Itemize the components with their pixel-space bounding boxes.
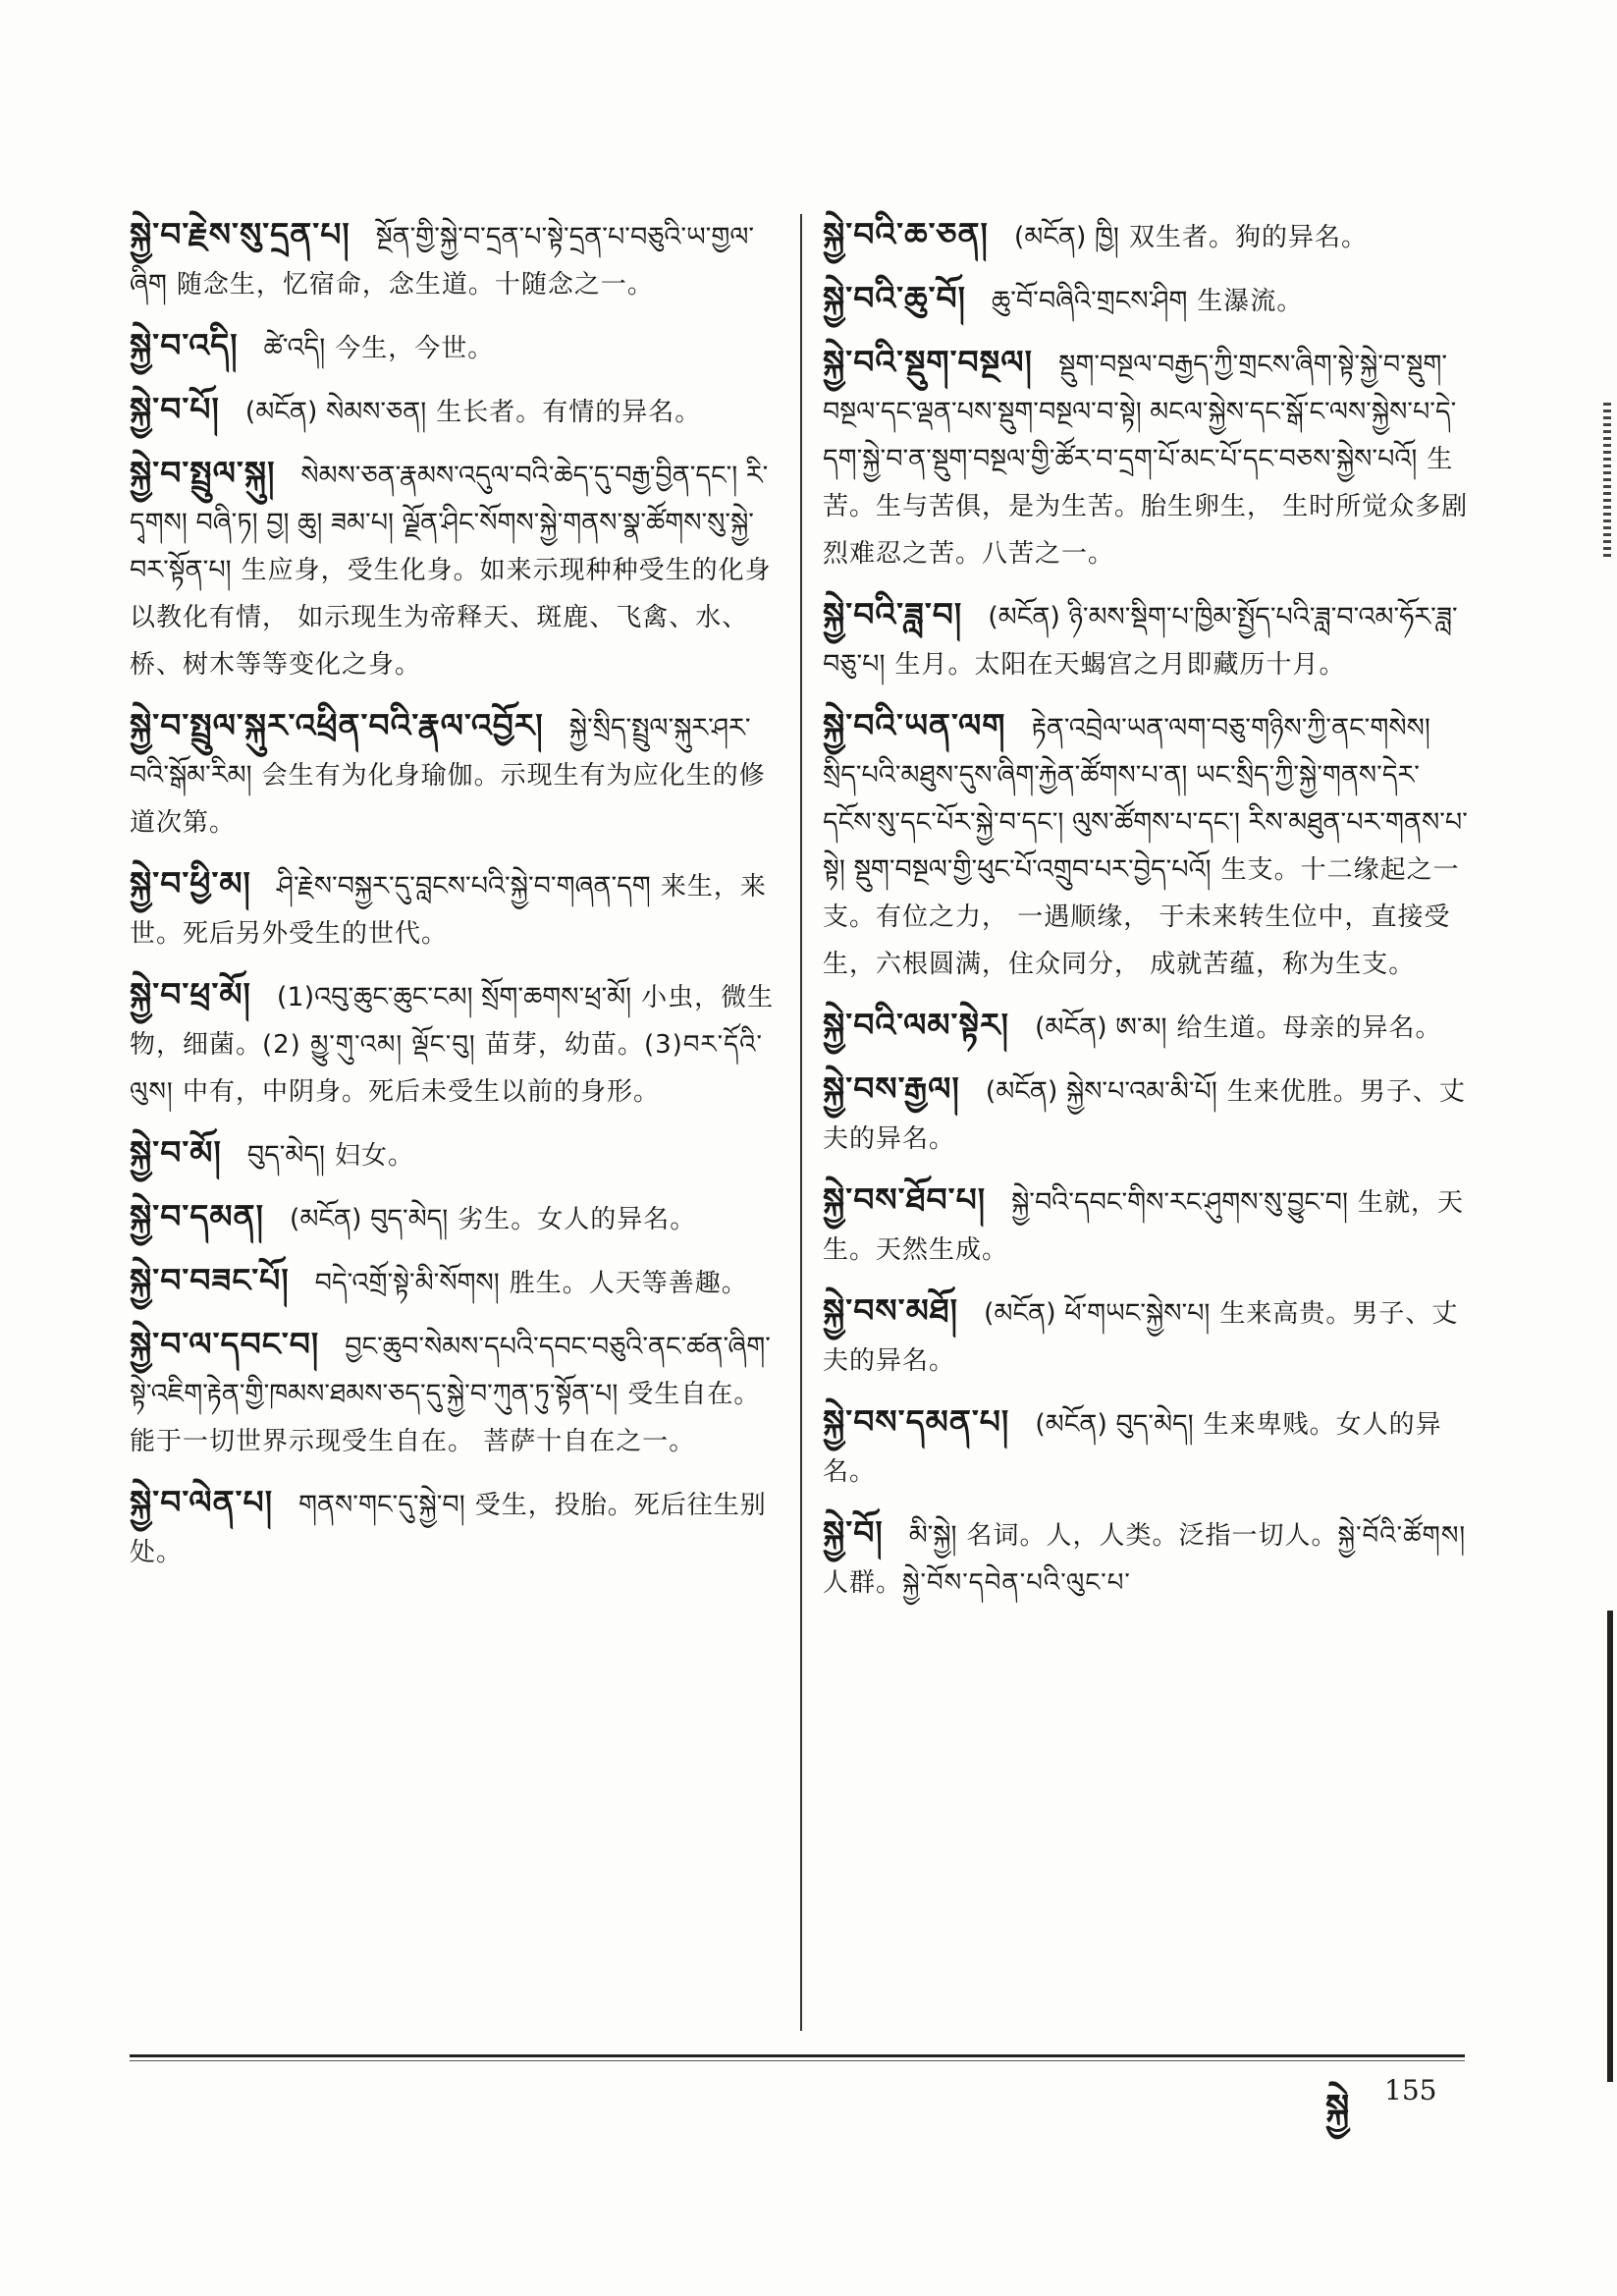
- entry-headword: སྐྱེ་བའི་སྡུག་བསྔལ།: [823, 343, 1033, 381]
- entry-headword: སྐྱེ་བ་དམན།: [130, 1197, 264, 1235]
- dictionary-entry: [130, 1193, 778, 1243]
- entry-tibetan-definition: སྔོན་གྱི་སྐྱེ་བ་དྲན་པ་སྟེ་དྲན་པ་བཅུའི་ཡ་གྱལ་ཞིག: [130, 222, 755, 300]
- entry-chinese-definition: 受生，投胎。死后往生别处。: [130, 1491, 767, 1567]
- entry-headword: སྐྱེ་བ་པོ།: [130, 390, 220, 428]
- entry-headword: སྐྱེ་བ་བཟང་པོ།: [130, 1261, 290, 1299]
- entry-tibetan-definition: (མངོན) བུད་མེད།: [1035, 1409, 1194, 1440]
- entry-tibetan-definition: (མངོན) ཁྱི།: [1013, 222, 1119, 252]
- entry-chinese-definition: 胜生。人天等善趣。: [509, 1269, 748, 1298]
- entry-chinese-definition: 今生，今世。: [335, 334, 495, 363]
- entry-headword: སྐྱེ་བ་ལེན་པ།: [130, 1483, 274, 1521]
- entry-headword: སྐྱེ་བ་ཕྱི་མ།: [130, 864, 251, 902]
- dictionary-entry: [823, 211, 1471, 261]
- entry-tibetan-definition: སེམས་ཅན་རྣམས་འདུལ་བའི་ཆེད་དུ་བརྒྱ་བྱིན་དང་། རི་དྭགས། བཞི་ཏ། བྱ། ཆུ། ཟམ་པ། ལྗོན་ཤིང་སོགས་སྐྱེ་གནས་སྣ་ཚོགས་སུ་སྐྱེ་བར་སྟོན་པ།: [130, 461, 769, 585]
- dictionary-entry: [823, 339, 1471, 577]
- dictionary-entry: [130, 971, 778, 1116]
- entry-chinese-definition: 受生自在。能于一切世界示现受生自在。 菩萨十自在之一。: [130, 1380, 761, 1456]
- scan-edge-mark: [1603, 403, 1611, 560]
- entry-headword: སྐྱེ་བ་རྗེས་སུ་དྲན་པ།: [130, 215, 350, 253]
- entry-tibetan-definition: མི་སྐྱེ།: [908, 1520, 957, 1551]
- entry-headword: སྐྱེ་བའི་ཡན་ལག: [823, 706, 1006, 744]
- column-divider: [800, 214, 802, 2031]
- entry-tibetan-definition: (མངོན) ཨ་མ།: [1035, 1012, 1167, 1043]
- entry-headword: སྐྱེ་བོ།: [823, 1513, 884, 1552]
- dictionary-entry: [130, 1129, 778, 1179]
- dictionary-entry: [823, 1398, 1471, 1496]
- entry-headword: སྐྱེ་བ་ཕྲ་མོ།: [130, 975, 251, 1013]
- entry-tibetan-definition: ཤི་རྗེས་བསྐྱར་དུ་བླངས་པའི་སྐྱེ་བ་གཞན་དག: [276, 871, 651, 902]
- entry-chinese-definition: 生支。十二缘起之一支。有位之力， 一遇顺缘， 于未来转生位中，直接受生，六根圆满，住众同分， 成就苦蕴，称为生支。: [823, 855, 1460, 979]
- left-column: [130, 211, 778, 1590]
- dictionary-entry: [130, 1321, 778, 1465]
- entry-headword: སྐྱེ་བ་སྤྲུལ་སྐུ།: [130, 454, 276, 492]
- entry-tibetan-definition: སྐྱེ་སྲིད་སྤྲུལ་སྐུར་ཤར་བའི་སྒོམ་རིམ།: [130, 713, 751, 791]
- scan-edge-bar: [1607, 1611, 1613, 2082]
- dictionary-entry: [823, 591, 1471, 688]
- entry-headword: སྐྱེ་བ་འདི།: [130, 326, 239, 364]
- dictionary-entry: [823, 1509, 1471, 1607]
- entry-chinese-definition: 生来高贵。男子、丈夫的异名。: [823, 1299, 1459, 1376]
- entry-headword: སྐྱེ་བའི་ཟླ་བ།: [823, 595, 963, 633]
- entry-headword: སྐྱེ་བའི་ཆུ་བོ།: [823, 279, 966, 317]
- entry-tibetan-definition: བྱང་ཆུབ་སེམས་དཔའི་དབང་བཅུའི་ནང་ཚན་ཞིག་སྟེ་འཇིག་རྟེན་གྱི་ཁམས་ཐམས་ཅད་དུ་སྐྱེ་བ་ཀུན་ཏུ་སྟོན་པ།: [130, 1332, 771, 1409]
- dictionary-entry: [823, 275, 1471, 325]
- entry-tibetan-definition: (1)འབུ་ཆུང་ཆུང་ངམ། སྲོག་ཆགས་ཕྲ་མོ།: [276, 982, 632, 1012]
- entry-headword: སྐྱེ་བའི་ཆ་ཅན།: [823, 215, 989, 253]
- entry-tibetan-definition: ཚེ་འདི།: [263, 333, 326, 363]
- entry-headword: སྐྱེ་བས་ཐོབ་པ།: [823, 1180, 987, 1219]
- right-column: [823, 211, 1471, 1620]
- page-number: 155: [1384, 2074, 1437, 2106]
- entry-chinese-definition: 妇女。: [334, 1141, 414, 1171]
- entry-tibetan-definition: (མངོན) ཉི་མས་སྡིག་པ་ཁྱིམ་སྤྱོད་པའི་ཟླ་བ་འམ་ཧོར་ཟླ་བཅུ་པ།: [823, 602, 1458, 680]
- entry-headword: སྐྱེ་བ་མོ།: [130, 1133, 222, 1172]
- entry-headword: སྐྱེ་བས་དམན་པ།: [823, 1402, 1010, 1441]
- entry-chinese-definition: 生瀑流。: [1197, 287, 1304, 316]
- entry-tibetan-definition: རྟེན་འབྲེལ་ཡན་ལག་བཅུ་གཉིས་ཀྱི་ནང་གསེས། སྲིད་པའི་མཐུས་དུས་ཞིག་རྐྱེན་ཚོགས་པ་ན། ཡང་སྲིད་ཀྱི་སྐྱེ་གནས་དེར་དངོས་སུ་དང་པོར་སྐྱེ་བ་དང་། ལུས་ཚོགས་པ་དང་། རིས་མཐུན་པར་གནས་པ་སྟེ། སྡུག་བསྔལ་གྱི་ཕུང་པོ་འགྲུབ་པར་བྱེད་པའོ།: [823, 713, 1468, 885]
- dictionary-entry: [823, 1287, 1471, 1385]
- entry-chinese-definition: 双生者。狗的异名。: [1128, 223, 1368, 252]
- entry-chinese-definition: 生来卑贱。女人的异名。: [823, 1410, 1442, 1487]
- entry-chinese-definition: 生苦。生与苦俱，是为生苦。胎生卵生， 生时所觉众多剧烈难忍之苦。八苦之一。: [823, 445, 1469, 569]
- running-head: སྐྱེ: [1325, 2088, 1350, 2128]
- entry-headword: སྐྱེ་བས་མཐོ།: [823, 1291, 958, 1330]
- entry-chinese-definition: 小虫，微生物，细菌。(2) མྱུ་གུ་འམ། ལྡོང་བུ། 苗芽，幼苗。(3)བར་དོའི་ལུས། 中有，中阴身。死后未受生以前的身形。: [130, 983, 775, 1107]
- entry-chinese-definition: 会生有为化身瑜伽。示现生有为应化生的修道次第。: [130, 761, 766, 838]
- entry-tibetan-definition: (མངོན) སྐྱེས་པ་འམ་མི་པོ།: [985, 1076, 1217, 1107]
- entry-headword: སྐྱེ་བའི་ལམ་སྟེར།: [823, 1006, 1009, 1044]
- dictionary-entry: [130, 386, 778, 436]
- dictionary-entry: [130, 1257, 778, 1307]
- dictionary-entry: [823, 702, 1471, 988]
- dictionary-entry: [130, 1479, 778, 1576]
- entry-chinese-definition: 生月。太阳在天蝎宫之月即藏历十月。: [894, 650, 1346, 680]
- entry-chinese-definition: 劣生。女人的异名。: [458, 1205, 697, 1234]
- dictionary-entry: [823, 1176, 1471, 1274]
- entry-tibetan-definition: བདེ་འགྲོ་སྟེ་མི་སོགས།: [314, 1268, 500, 1298]
- entry-tibetan-definition: སྐྱེ་བའི་དབང་གིས་རང་ཤུགས་སུ་བྱུང་བ།: [1011, 1187, 1348, 1218]
- dictionary-entry: [130, 450, 778, 688]
- dictionary-entry: [130, 211, 778, 308]
- entry-headword: སྐྱེ་བ་ལ་དབང་བ།: [130, 1325, 320, 1363]
- footer-rule: [130, 2054, 1465, 2057]
- entry-tibetan-definition: (མངོན) བུད་མེད།: [289, 1204, 449, 1234]
- entry-tibetan-definition: ཆུ་བོ་བཞིའི་གྲངས་ཤིག: [991, 286, 1188, 316]
- entry-chinese-definition: 生长者。有情的异名。: [436, 398, 702, 427]
- dictionary-entry: [823, 1002, 1471, 1052]
- entry-chinese-definition: 生应身，受生化身。如来示现种种受生的化身以教化有情， 如示现生为帝释天、斑鹿、飞禽、水、桥、树木等等变化之身。: [130, 556, 772, 680]
- entry-tibetan-definition: བུད་མེད།: [246, 1140, 325, 1171]
- dictionary-entry: [130, 322, 778, 372]
- entry-chinese-definition: 给生道。母亲的异名。: [1176, 1013, 1442, 1043]
- entry-chinese-definition: 生就，天生。天然生成。: [823, 1188, 1464, 1265]
- entry-headword: སྐྱེ་བས་རྒྱལ།: [823, 1069, 960, 1108]
- dictionary-entry: [130, 702, 778, 847]
- entry-tibetan-definition: གནས་གང་དུ་སྐྱེ་བ།: [298, 1490, 465, 1520]
- dictionary-entry: [130, 860, 778, 957]
- entry-tibetan-definition: (མངོན) ཕོ་གཡང་སྐྱེས་པ།: [984, 1298, 1211, 1329]
- entry-tibetan-definition: (མངོན) སེམས་ཅན།: [244, 397, 427, 427]
- dictionary-entry: [823, 1066, 1471, 1163]
- entry-chinese-definition: 名词。人，人类。泛指一切人。སྐྱེ་བོའི་ཚོགས། 人群。སྐྱེ་བོས་དབེན་པའི་ལུང་པ་: [823, 1521, 1467, 1598]
- entry-headword: སྐྱེ་བ་སྤྲུལ་སྐུར་འཕྲིན་བའི་རྣལ་འབྱོར།: [130, 706, 544, 744]
- entry-chinese-definition: 生来优胜。男子、丈夫的异名。: [823, 1077, 1466, 1154]
- entry-chinese-definition: 来生，来世。死后另外受生的世代。: [130, 872, 767, 949]
- footer-rule-thin: [130, 2060, 1465, 2061]
- entry-tibetan-definition: སྡུག་བསྔལ་བརྒྱད་ཀྱི་གྲངས་ཞིག་སྟེ་སྐྱེ་བ་སྡུག་བསྔལ་དང་ལྡན་པས་སྡུག་བསྔལ་བ་སྟེ། མངལ་སྐྱེས་དང་སྒོ་ང་ལས་སྐྱེས་པ་དེ་དག་སྐྱེ་བ་ན་སྡུག་བསྔལ་གྱི་ཚོར་བ་དྲག་པོ་མང་པོ་དང་བཅས་སྐྱེས་པའོ།: [823, 350, 1457, 474]
- entry-chinese-definition: 随念生，忆宿命，念生道。十随念之一。: [176, 270, 654, 300]
